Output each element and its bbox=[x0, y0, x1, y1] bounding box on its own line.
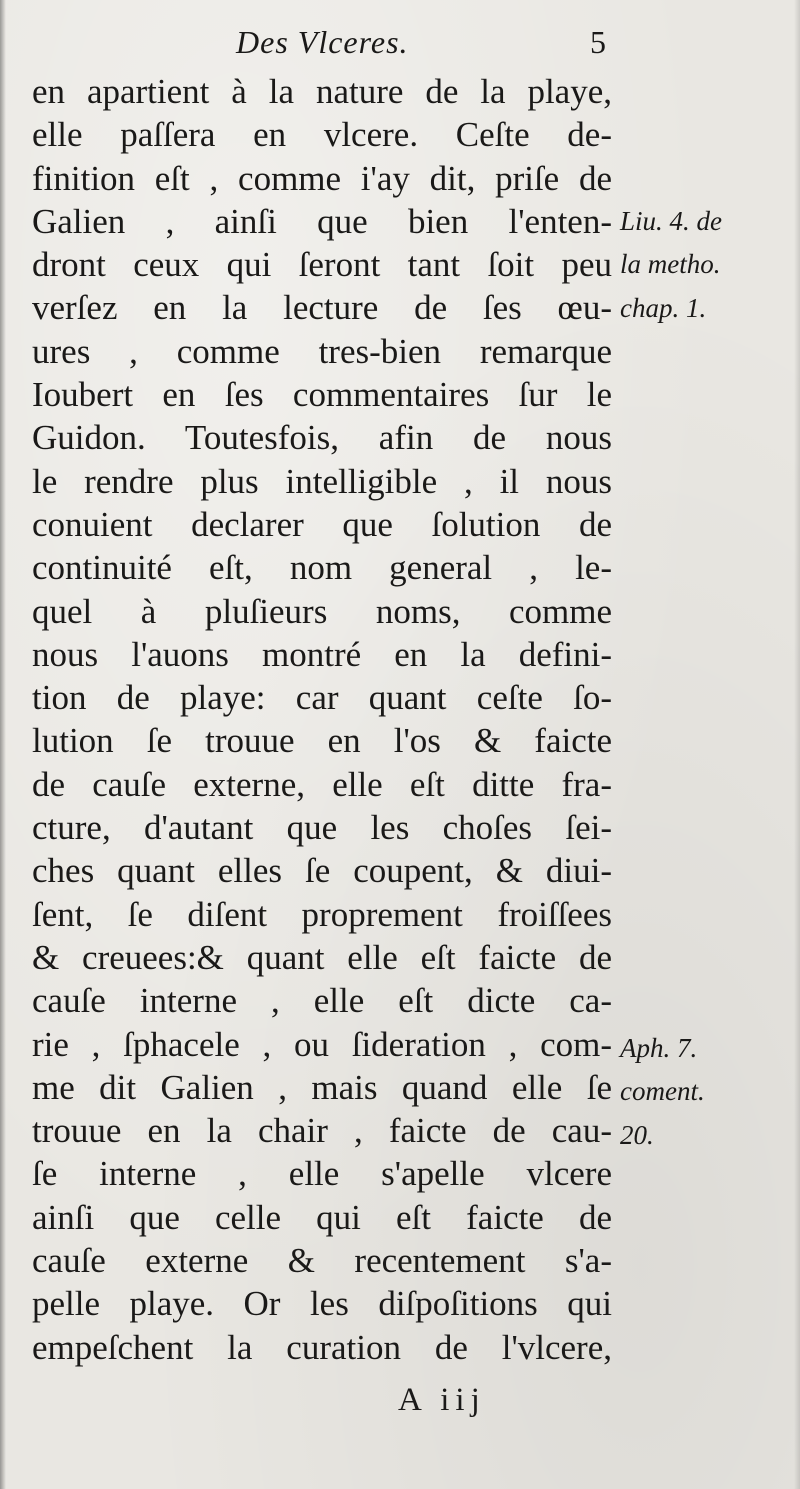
text-line: lution ſe trouue en l'os & faicte bbox=[32, 721, 612, 761]
text-line: ſe interne , elle s'apelle vlcere bbox=[32, 1154, 612, 1194]
running-title: Des Vlceres. bbox=[236, 24, 409, 60]
text-line: me dit Galien , mais quand elle ſe bbox=[32, 1067, 612, 1107]
marginal-note-line: Aph. 7. bbox=[620, 1033, 698, 1063]
signature-mark: A iij bbox=[398, 1382, 486, 1418]
page-edge-shadow-left bbox=[0, 0, 6, 1489]
text-line: tion de playe: car quant ceſte ſo- bbox=[32, 678, 612, 718]
text-line: ches quant elles ſe coupent, & diui- bbox=[32, 851, 612, 891]
text-line: trouue en la chair , faicte de cau- bbox=[32, 1111, 612, 1151]
text-line: ſent, ſe diſent proprement froiſſees bbox=[32, 894, 612, 934]
text-line: pelle playe. Or les diſpoſitions qui bbox=[32, 1284, 612, 1324]
text-line: rie , ſphacele , ou ſideration , com- bbox=[32, 1024, 612, 1064]
text-line: finition eſt , comme i'ay dit, priſe de bbox=[32, 158, 612, 198]
text-line: en apartient à la nature de la playe, bbox=[32, 72, 612, 111]
text-line: Guidon. Toutesfois, afin de nous bbox=[32, 418, 612, 458]
text-line: Ioubert en ſes commentaires ſur le bbox=[32, 375, 612, 415]
text-line: cauſe externe & recentement s'a- bbox=[32, 1241, 612, 1281]
text-line: continuité eſt, nom general , le- bbox=[32, 548, 612, 588]
text-line: elle paſſera en vlcere. Ceſte de- bbox=[32, 115, 612, 155]
body-text bbox=[32, 70, 612, 1369]
marginal-note-aphorism bbox=[620, 1027, 790, 1157]
text-line: Galien , ainſi que bien l'enten- bbox=[32, 201, 612, 241]
marginal-note-line: la metho. bbox=[620, 249, 721, 280]
marginal-note-line: 20. bbox=[620, 1119, 654, 1150]
text-line: nous l'auons montré en la defini- bbox=[32, 634, 612, 674]
marginal-note-line: coment. bbox=[620, 1076, 705, 1107]
text-line: cauſe interne , elle eſt dicte ca- bbox=[32, 981, 612, 1021]
text-line: empeſchent la curation de l'vlcere, bbox=[32, 1327, 612, 1367]
text-line: verſez en la lecture de ſes œu- bbox=[32, 288, 612, 328]
text-line: quel à pluſieurs noms, comme bbox=[32, 591, 612, 631]
text-line: & creuees:& quant elle eſt faicte de bbox=[32, 937, 612, 977]
text-line: ainſi que celle qui eſt faicte de bbox=[32, 1197, 612, 1237]
text-line: conuient declarer que ſolution de bbox=[32, 504, 612, 544]
page-edge-shadow-right bbox=[794, 0, 800, 1489]
text-line: ures , comme tres-bien remarque bbox=[32, 331, 612, 371]
marginal-note-reference bbox=[620, 200, 790, 330]
page-number: 5 bbox=[590, 24, 606, 60]
marginal-note-line: chap. 1. bbox=[620, 292, 707, 323]
text-line: le rendre plus intelligible , il nous bbox=[32, 461, 612, 501]
text-line: cture, d'autant que les choſes ſei- bbox=[32, 808, 612, 848]
marginal-note-line: Liu. 4. de bbox=[620, 206, 723, 236]
text-line: de cauſe externe, elle eſt ditte fra- bbox=[32, 764, 612, 804]
text-line: dront ceux qui ſeront tant ſoit peu bbox=[32, 245, 612, 285]
